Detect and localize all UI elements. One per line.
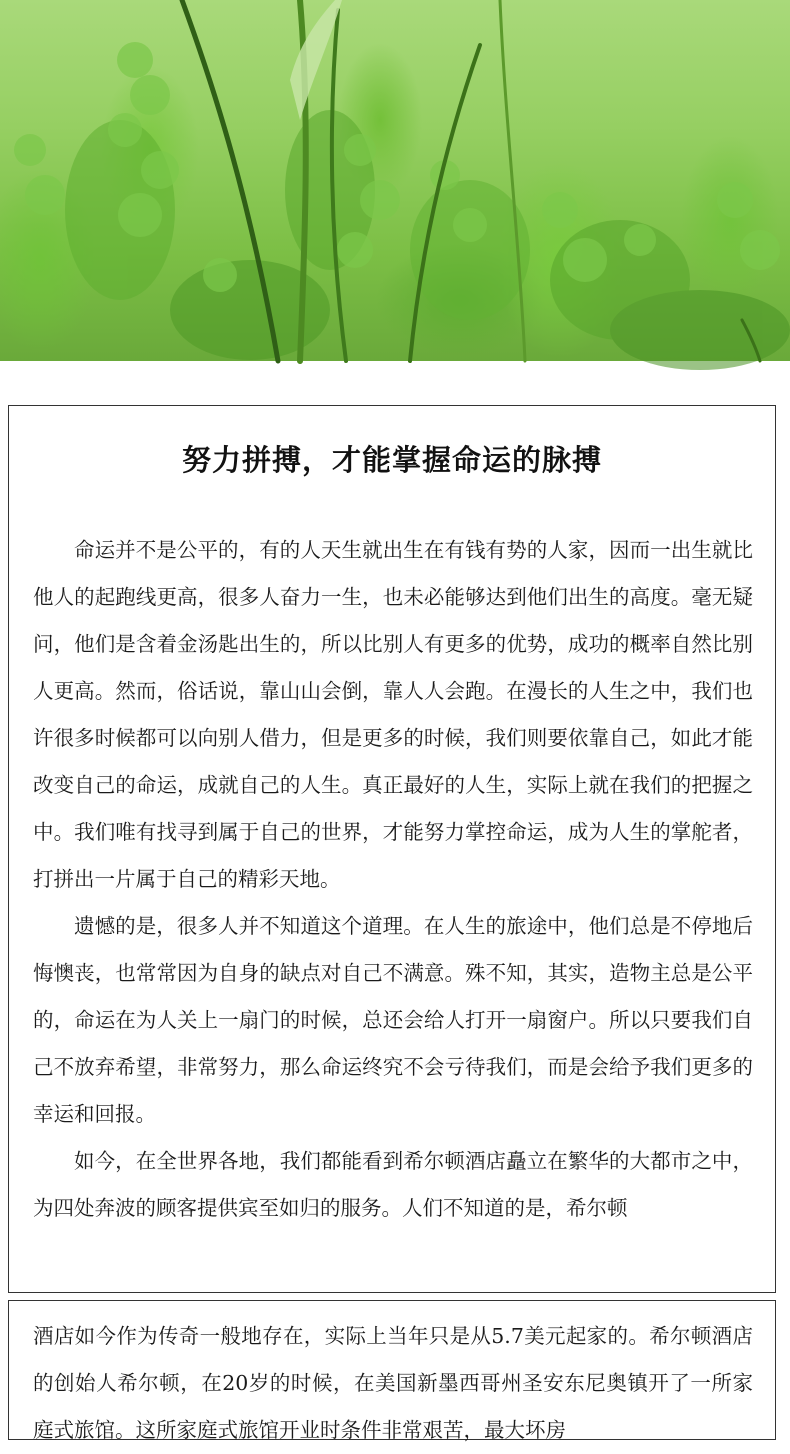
article-title: 努力拼搏，才能掌握命运的脉搏	[181, 443, 602, 477]
grass-photo	[0, 0, 790, 361]
paragraph-1: 命运并不是公平的，有的人天生就出生在有钱有势的人家，因而一出生就比他人的起跑线更高，很多人奋力一生，也未必能够达到他们出生的高度。毫无疑问，他们是含着金汤匙出生的，所以比别人有更多的优势，成功的概率自然比别人更高。然而，俗话说，靠山山会倒，靠人人会跑。在漫长的人生之中，我们也许很多时候都可以向别人借力，但是更多的时候，我们则要依靠自己，如此才能改变自己的命运，成就自己的人生。真正最好的人生，实际上就在我们的把握之中。我们唯有找寻到属于自己的世界，才能努力掌控命运，成为人生的掌舵者，打拼出一片属于自己的精彩天地。	[33, 538, 753, 891]
article-frame	[8, 405, 776, 1293]
article-body	[9, 527, 775, 1232]
paragraph-3: 如今，在全世界各地，我们都能看到希尔顿酒店矗立在繁华的大都市之中，为四处奔波的顾客提供宾至如归的服务。人们不知道的是，希尔顿	[33, 1149, 753, 1220]
paragraph-2: 遗憾的是，很多人并不知道这个道理。在人生的旅途中，他们总是不停地后悔懊丧，也常常因为自身的缺点对自己不满意。殊不知，其实，造物主总是公平的，命运在为人关上一扇门的时候，总还会给人打开一扇窗户。所以只要我们自己不放弃希望，非常努力，那么命运终究不会亏待我们，而是会给予我们更多的幸运和回报。	[33, 914, 753, 1126]
continuation-frame	[8, 1300, 776, 1440]
grass-stems-illustration	[0, 0, 790, 361]
continuation-body	[9, 1313, 775, 1454]
continuation-paragraph: 酒店如今作为传奇一般地存在，实际上当年只是从5.7美元起家的。希尔顿酒店的创始人希尔顿，在20岁的时候，在美国新墨西哥州圣安东尼奥镇开了一所家庭式旅馆。这所家庭式旅馆开业时条件非常艰苦，最大坏房	[33, 1324, 753, 1442]
